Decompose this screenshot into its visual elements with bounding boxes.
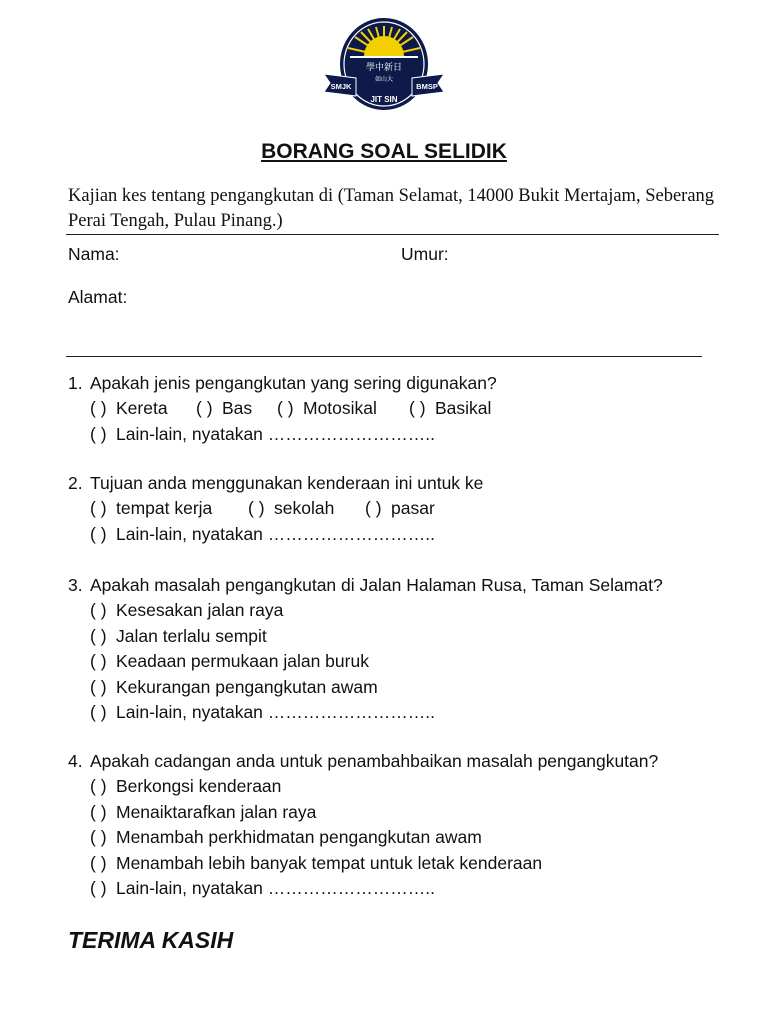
option-label: Basikal [435,398,492,419]
checkbox[interactable]: ( ) [248,498,265,519]
checkbox[interactable]: ( ) [90,651,107,672]
alamat-answer-line [66,356,702,357]
alamat-label: Alamat: [68,287,128,307]
question-3 [68,573,663,725]
option-jalan-sempit[interactable] [68,624,663,649]
checkbox[interactable]: ( ) [90,423,107,444]
option-kekurangan-awam[interactable] [68,675,663,700]
option-label: Bas [222,398,253,419]
option-label: sekolah [274,498,335,519]
form-title: BORANG SOAL SELIDIK [261,140,507,163]
checkbox[interactable]: ( ) [196,398,213,419]
checkbox[interactable]: ( ) [90,776,107,797]
option-label: Lain-lain, nyatakan ……………………….. [116,523,435,544]
crest-bottom-text: JIT SIN [370,95,398,104]
question-2 [68,471,483,547]
option-lain-lain[interactable] [68,422,497,447]
option-lain-lain[interactable] [68,700,663,725]
question-number: 1. [68,373,83,393]
option-berkongsi[interactable] [68,774,658,799]
option-sekolah[interactable] [248,496,365,521]
checkbox[interactable]: ( ) [90,676,107,697]
checkbox[interactable]: ( ) [365,498,382,519]
option-kesesakan[interactable] [68,598,663,623]
checkbox[interactable]: ( ) [90,600,107,621]
checkbox[interactable]: ( ) [90,702,107,723]
checkbox[interactable]: ( ) [90,523,107,544]
option-label: tempat kerja [116,498,213,519]
option-label: Motosikal [303,398,377,419]
intro-text: Kajian kes tentang pengangkutan di (Taman Selamat, 14000 Bukit Mertajam, Seberang Perai Tengah, Pulau Pinang.) [68,186,715,231]
question-number: 4. [68,751,83,771]
option-basikal[interactable] [409,396,491,421]
ribbon-left-text: SMJK [330,82,352,91]
option-label: Menambah lebih banyak tempat untuk letak kenderaan [116,852,543,873]
closing-text: TERIMA KASIH [68,927,234,953]
option-permukaan-buruk[interactable] [68,649,663,674]
crest-chinese-subtext: 如山大 [374,76,394,83]
option-label: Lain-lain, nyatakan ……………………….. [116,878,435,899]
option-bas[interactable] [196,396,277,421]
option-tempat-letak[interactable] [68,851,658,876]
option-label: Menaiktarafkan jalan raya [116,801,317,822]
checkbox[interactable]: ( ) [90,625,107,646]
nama-label: Nama: [68,244,120,264]
umur-label: Umur: [401,244,449,264]
option-pasar[interactable] [365,496,435,521]
option-label: Kereta [116,398,168,419]
option-label: Kekurangan pengangkutan awam [116,676,378,697]
option-label: Lain-lain, nyatakan ……………………….. [116,423,435,444]
question-4 [68,749,658,901]
question-text: Apakah cadangan anda untuk penambahbaikan masalah pengangkutan? [90,751,659,771]
question-text: Apakah jenis pengangkutan yang sering digunakan? [90,373,497,393]
option-label: Berkongsi kenderaan [116,776,282,797]
checkbox[interactable]: ( ) [277,398,294,419]
question-number: 2. [68,473,83,493]
checkbox[interactable]: ( ) [409,398,426,419]
option-perkhidmatan-awam[interactable] [68,825,658,850]
option-label: Lain-lain, nyatakan ……………………….. [116,702,435,723]
question-1 [68,371,497,447]
option-label: pasar [391,498,435,519]
question-text: Apakah masalah pengangkutan di Jalan Halaman Rusa, Taman Selamat? [90,575,663,595]
option-motosikal[interactable] [277,396,409,421]
option-kereta[interactable] [90,396,196,421]
option-label: Menambah perkhidmatan pengangkutan awam [116,827,482,848]
question-text: Tujuan anda menggunakan kenderaan ini untuk ke [90,473,484,493]
divider-line [66,234,719,235]
option-lain-lain[interactable] [68,522,483,547]
checkbox[interactable]: ( ) [90,878,107,899]
option-lain-lain[interactable] [68,876,658,901]
option-naik-taraf[interactable] [68,800,658,825]
crest-chinese-text: 學中新日 [365,63,403,73]
checkbox[interactable]: ( ) [90,852,107,873]
option-label: Jalan terlalu sempit [116,625,267,646]
ribbon-right-text: BMSP [416,82,438,91]
checkbox[interactable]: ( ) [90,801,107,822]
checkbox[interactable]: ( ) [90,827,107,848]
checkbox[interactable]: ( ) [90,398,107,419]
checkbox[interactable]: ( ) [90,498,107,519]
option-label: Keadaan permukaan jalan buruk [116,651,369,672]
option-label: Kesesakan jalan raya [116,600,284,621]
question-number: 3. [68,575,83,595]
school-crest-logo [320,12,448,122]
option-tempat-kerja[interactable] [90,496,248,521]
